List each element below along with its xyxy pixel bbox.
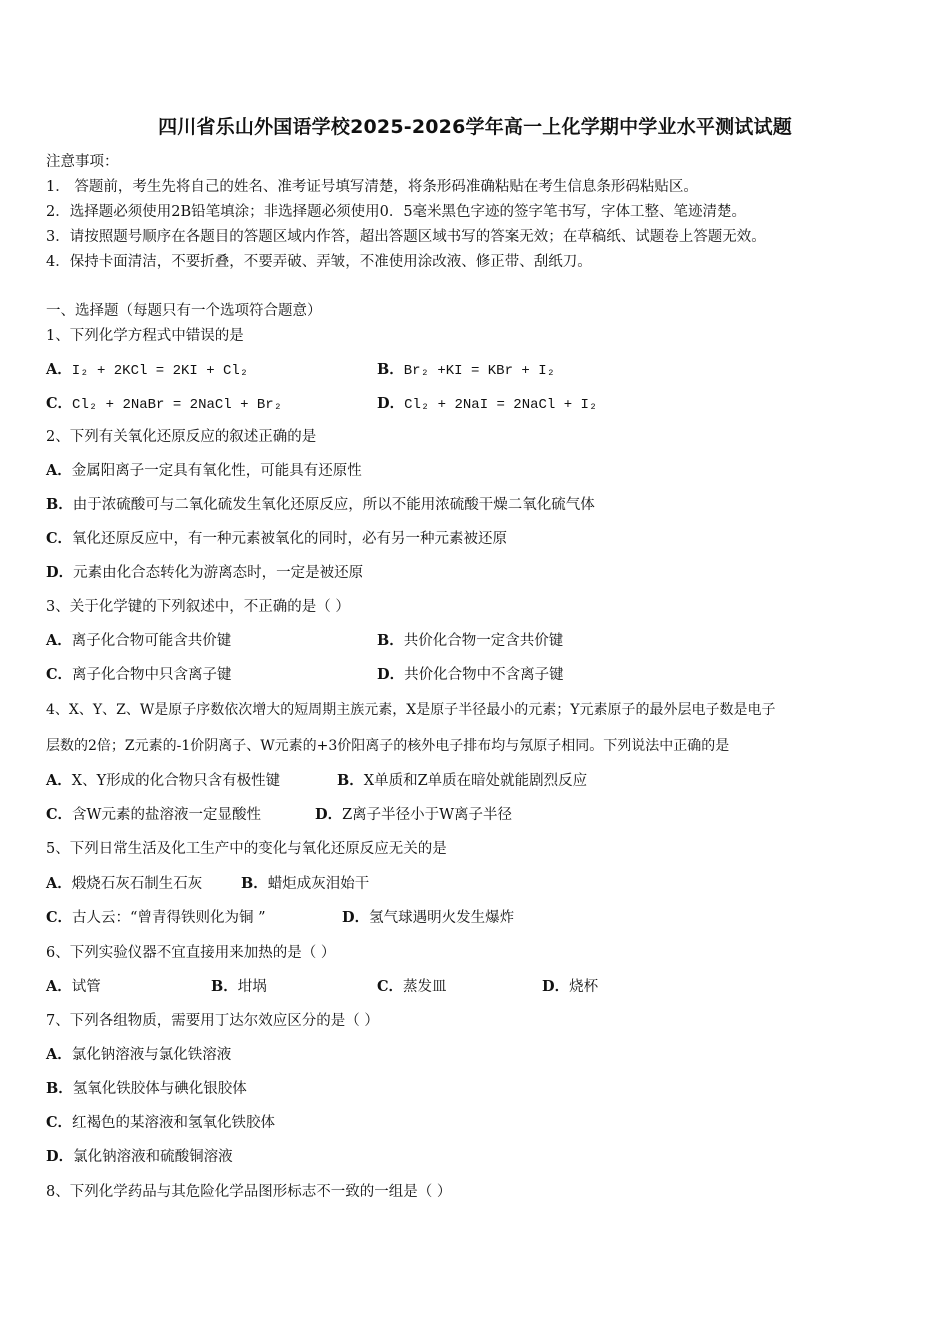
q5-option-c: C．古人云：“曾青得铁则化为铜 ”	[46, 909, 266, 926]
question-2-stem: 2、下列有关氧化还原反应的叙述正确的是	[46, 429, 317, 445]
notice-item-1: 1． 答题前，考生先将自己的姓名、准考证号填写清楚，将条形码准确粘贴在考生信息条形码粘贴区。	[46, 179, 698, 195]
q4-option-a: A．X、Y形成的化合物只含有极性键	[46, 772, 281, 789]
q1-option-b: B．Br₂ +KI = KBr + I₂	[377, 361, 555, 379]
notice-item-3: 3．请按照题号顺序在各题目的答题区域内作答，超出答题区域书写的答案无效；在草稿纸、试题卷上答题无效。	[46, 229, 766, 245]
q2-option-b: B．由于浓硫酸可与二氧化硫发生氧化还原反应，所以不能用浓硫酸干燥二氧化硫气体	[46, 496, 595, 513]
q4-option-c: C．含W元素的盐溶液一定显酸性	[46, 806, 261, 823]
question-3-stem: 3、关于化学键的下列叙述中，不正确的是（ ）	[46, 599, 350, 615]
q3-option-d: D．共价化合物中不含离子键	[377, 666, 564, 683]
q5-option-a: A．煅烧石灰石制生石灰	[46, 875, 203, 892]
q5-option-b: B．蜡炬成灰泪始干	[241, 875, 370, 892]
q3-option-b: B．共价化合物一定含共价键	[377, 632, 564, 649]
question-5-stem: 5、下列日常生活及化工生产中的变化与氧化还原反应无关的是	[46, 841, 447, 857]
q2-option-d: D．元素由化合态转化为游离态时，一定是被还原	[46, 564, 364, 581]
q2-option-c: C．氧化还原反应中，有一种元素被氧化的同时，必有另一种元素被还原	[46, 530, 508, 547]
q6-option-a: A．试管	[46, 978, 101, 995]
q7-option-d: D．氯化钠溶液和硫酸铜溶液	[46, 1148, 233, 1165]
q7-option-c: C．红褐色的某溶液和氢氧化铁胶体	[46, 1114, 276, 1131]
q1-option-a: A．I₂ + 2KCl = 2KI + Cl₂	[46, 361, 249, 379]
q1-option-c: C．Cl₂ + 2NaBr = 2NaCl + Br₂	[46, 395, 283, 413]
q6-option-c: C．蒸发皿	[377, 978, 447, 995]
q5-option-d: D．氢气球遇明火发生爆炸	[342, 909, 515, 926]
q1-option-d: D．Cl₂ + 2NaI = 2NaCl + I₂	[377, 395, 598, 413]
q3-option-a: A．离子化合物可能含共价键	[46, 632, 232, 649]
notice-item-2: 2．选择题必须使用2B铅笔填涂；非选择题必须使用0．5毫米黑色字迹的签字笔书写，字体工整、笔迹清楚。	[46, 204, 747, 220]
q6-option-d: D．烧杯	[542, 978, 599, 995]
question-6-stem: 6、下列实验仪器不宜直接用来加热的是（ ）	[46, 945, 336, 961]
page-title: 四川省乐山外国语学校2025-2026学年高一上化学期中学业水平测试试题	[158, 116, 792, 138]
q6-option-b: B．坩埚	[211, 978, 267, 995]
q7-option-b: B．氢氧化铁胶体与碘化银胶体	[46, 1080, 247, 1097]
question-1-stem: 1、下列化学方程式中错误的是	[46, 328, 244, 344]
q7-option-a: A．氯化钠溶液与氯化铁溶液	[46, 1046, 232, 1063]
q2-option-a: A．金属阳离子一定具有氧化性，可能具有还原性	[46, 462, 362, 479]
q4-option-d: D．Z离子半径小于W离子半径	[315, 806, 513, 823]
question-4-stem-line-1: 4、X、Y、Z、W是原子序数依次增大的短周期主族元素，X是原子半径最小的元素；Y元素原子的最外层电子数是电子	[46, 702, 776, 718]
question-4-stem-line-2: 层数的2倍；Z元素的-1价阴离子、W元素的+3价阳离子的核外电子排布均与氖原子相同。下列说法中正确的是	[46, 738, 730, 754]
q4-option-b: B．X单质和Z单质在暗处就能剧烈反应	[337, 772, 588, 789]
q3-option-c: C．离子化合物中只含离子键	[46, 666, 232, 683]
question-7-stem: 7、下列各组物质，需要用丁达尔效应区分的是（ ）	[46, 1013, 379, 1029]
question-8-stem: 8、下列化学药品与其危险化学品图形标志不一致的一组是（ ）	[46, 1184, 452, 1200]
section-heading: 一、选择题（每题只有一个选项符合题意）	[46, 303, 322, 319]
notice-heading: 注意事项：	[46, 154, 119, 170]
notice-item-4: 4．保持卡面清洁，不要折叠，不要弄破、弄皱，不准使用涂改液、修正带、刮纸刀。	[46, 254, 592, 270]
